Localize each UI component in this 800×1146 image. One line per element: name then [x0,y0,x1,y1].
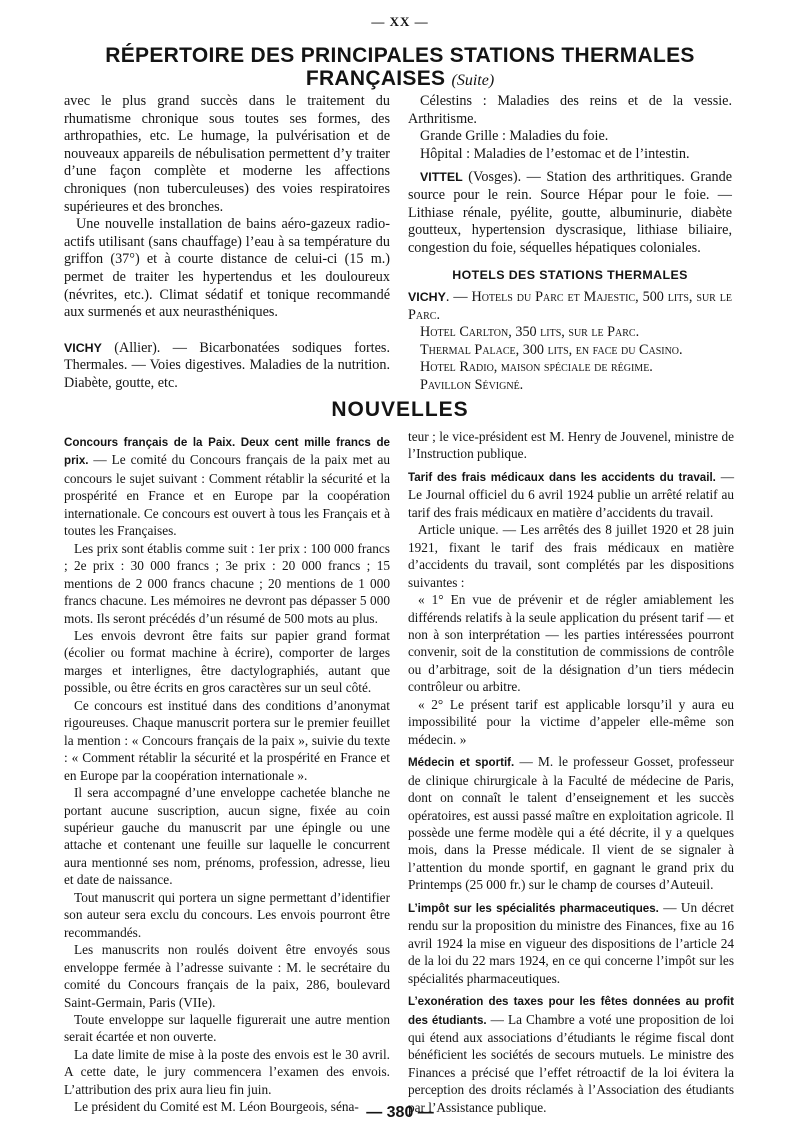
paragraph: Célestins : Maladies des reins et de la vessie. Arthritisme. [408,93,732,127]
paragraph: Hôpital : Maladies de l’estomac et de l’intestin. [420,145,690,162]
page-title [40,44,760,92]
news-paragraph: Tarif des frais médicaux dans les accidents du travail. — Le Journal officiel du 6 avril 1924 publie un arrêté relatif au tarif des frais médicaux en matière d’accidents du travail. [408,468,734,520]
hotel-line: Pavillon Sévigné. [420,376,524,393]
station-name: VICHY [408,289,446,304]
news-paragraph: Ce concours est institué dans des conditions d’anonymat rigoureuses. Chaque manuscrit portera sur le premier feuillet la mention : « Concours français de la paix », suivie du texte : « Comment rétablir la sécurité et la prospérité en France et en Europe par la coopération internationale ». [64,697,390,783]
paragraph: VICHY. — Hotels du Parc et Majestic, 500 lits, sur le Parc. [408,288,732,323]
news-paragraph: Toute enveloppe sur laquelle figurerait une autre mention serait écartée et non ouverte. [64,1011,390,1045]
news-paragraph: « 2° Le présent tarif est applicable lorsqu’il y aura eu impossibilité pour la victime d’appeler elle-même son médecin. » [408,696,734,747]
page-header: — XX — [371,14,429,29]
station-name: VICHY [64,340,102,355]
title-suite: (Suite) [451,72,495,89]
news-paragraph: Le président du Comité est M. Léon Bourgeois, séna- [74,1099,359,1115]
hotel-line: Thermal Palace, 300 lits, en face du Casino. [420,341,683,358]
news-left-column [64,428,390,1116]
news-paragraph: Médecin et sportif. — M. le professeur Gosset, professeur de clinique chirurgicale à la Faculté de médecine de Paris, dont on connaît le talent d’enseignement et les succès opératoires, est aussi passé maître en exploitation agricole. Il possède une ferme modèle qui a été décrite, il y a quelques mois, dans la Presse médicale. Il vient de se signaler à l’attention du monde sportif, en gagnant le grand prix du Printemps (25 000 fr.) sur le champ de courses d’Auteuil. [408,754,734,893]
news-heading: Concours français de la Paix. Deux cent mille francs de prix. [64,436,390,468]
news-paragraph: Concours français de la Paix. Deux cent mille francs de prix. — Le comité du Concours français de la paix met au concours le sujet suivant : Comment rétablir la sécurité et la prospérité en France et en Europe par la coopération internationale. Ce concours est ouvert à tous les Français et à toutes les Françaises. [64,436,390,539]
station-name: VITTEL [420,170,463,185]
hotel-line: Hotel Carlton, 350 lits, sur le Parc. [420,324,640,341]
hotel-line: Hotel Radio, maison spéciale de régime. [420,359,653,376]
left-top-column [64,93,390,393]
paragraph: VICHY (Allier). — Bicarbonatées sodiques fortes. Thermales. — Voies digestives. Maladies de la nutrition. Diabète, goutte, etc. [64,339,390,391]
page-number: — 380 — [366,1104,434,1121]
paragraph: Grande Grille : Maladies du foie. [420,128,609,145]
news-paragraph: Article unique. — Les arrêtés des 8 juillet 1920 et 28 juin 1921, fixant le tarif des frais médicaux en matière d’accidents du travail, sont complétés par les dispositions suivantes : [408,522,734,590]
news-heading: L’exonération des taxes pour les fêtes données au profit des étudiants. [408,995,734,1027]
paragraph: VITTEL (Vosges). — Station des arthritiques. Grande source pour le rein. Source Hépar pour le foie. — Lithiase rénale, pyélite, goutte, albuminurie, diabète goutteux, hypertension dyscrasique, lithiase biliaire, congestion du foie, séquelles hépatiques coloniales. [408,169,732,256]
paragraph: avec le plus grand succès dans le traitement du rhumatisme chronique sous toutes ses formes, des arthropathies, etc. Le humage, la pulvérisation et de nouveaux appareils de nébulisation permettent d’y traiter d’une façon complète et moderne les affections chroniques (non tuberculeuses) des voies respiratoires supérieures et des bronches. [64,93,390,215]
news-paragraph: « 1° En vue de prévenir et de régler amiablement les différends relatifs à la seule application du présent tarif — et non à son interprétation — les parties intéressées pourront convenir, soit de la constitution de commissions de contrôle ou d’arbitrage, soit de la désignation d’un tiers médecin contrôleur ou arbitre. [408,592,734,695]
news-heading: Médecin et sportif. [408,756,515,770]
title-line-2: FRANÇAISES [305,67,446,90]
news-heading: Tarif des frais médicaux dans les accidents du travail. [408,470,716,484]
news-paragraph: Il sera accompagné d’une enveloppe cachetée blanche ne portant aucune suscription, aucun signe, fixée au coin supérieur gauche du manuscrit par une épingle ou une attache et contenant une feuille sur laquelle le concurrent aura mentionné ses nom, prénoms, profession, adresse, lieu et date de naissance. [64,785,390,888]
section-heading: HOTELS DES STATIONS THERMALES [452,268,688,283]
section-title: NOUVELLES [331,398,469,421]
news-paragraph: L’exonération des taxes pour les fêtes données au profit des étudiants. — La Chambre a voté une proposition de loi qui étend aux associations d’étudiants le régime fiscal dont bénéficient les sociétés de secours mutuels. Le ministre des Finances a précisé que l’effet rétroactif de la loi évitera la perception des droits réclamés à l’Association des étudiants par l’Assistance publique. [408,995,735,1115]
news-paragraph: Les envois devront être faits sur papier grand format (écolier ou format machine à écrire), comporter de larges marges et interlignes, être dactylographiés, autant que possible, ou être écrits en gros caractères sur un seul côté. [64,627,390,696]
news-paragraph: teur ; le vice-président est M. Henry de Jouvenel, ministre de l’Instruction publique. [408,429,734,462]
right-top-column [408,93,732,395]
news-right-column [408,428,734,1116]
news-paragraph: Tout manuscrit qui portera un signe permettant d’identifier son auteur sera exclu du concours. Les envois pourront être recommandés. [64,889,390,940]
news-paragraph: Les manuscrits non roulés doivent être envoyés sous enveloppe fermée à l’adresse suivante : M. le secrétaire du comité du Concours français de la paix, 286, boulevard Saint-Germain, Paris (VIIe). [64,942,390,1010]
news-paragraph: Les prix sont établis comme suit : 1er prix : 100 000 francs ; 2e prix : 30 000 francs ; 3e prix : 20 000 francs ; 15 mentions de 2 000 francs chacune ; 20 mentions de 1 000 francs chacune. Les mémoires ne devront pas dépasser 5 000 mots. Ils seront précédés d’un résumé de 500 mots au plus. [64,540,390,626]
news-heading: L’impôt sur les spécialités pharmaceutiques. [408,901,659,915]
news-paragraph: L’impôt sur les spécialités pharmaceutiques. — Un décret rendu sur la proposition du ministre des Finances, fixe au 16 avril 1924 la mise en vigueur des dispositions de l’article 24 de la loi du 22 mars 1924, en ce qui concerne l’impôt sur les spécialités pharmaceutiques. [408,899,734,986]
paragraph: Une nouvelle installation de bains aéro-gazeux radio-actifs utilisant (sans chauffage) l’eau à sa température du griffon (37°) et à courte distance de celui-ci (15 m.) permet de traiter les hypertendus et les douloureux (névrites, etc.). Climat sédatif et tonique recommandé aux surmenés et aux neurasthéniques. [64,216,390,321]
news-paragraph: La date limite de mise à la poste des envois est le 30 avril. A cette date, le jury commencera l’examen des envois. L’attribution des prix aura lieu fin juin. [64,1046,390,1097]
title-line-1: RÉPERTOIRE DES PRINCIPALES STATIONS THERMALES [105,44,695,67]
